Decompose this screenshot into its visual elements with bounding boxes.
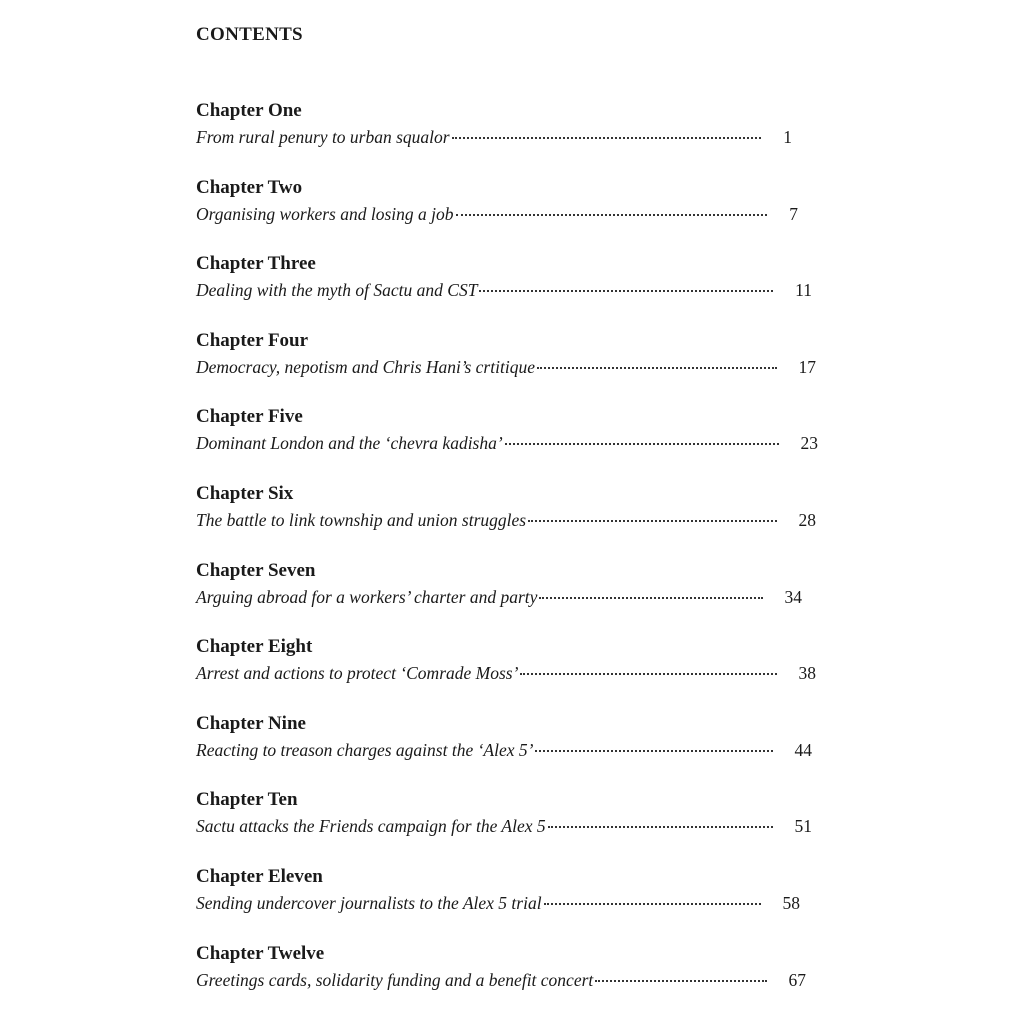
chapter-label: Chapter Two bbox=[196, 176, 303, 198]
toc-entry[interactable] bbox=[196, 864, 826, 941]
toc-entry[interactable] bbox=[196, 558, 826, 635]
toc-line bbox=[196, 737, 820, 763]
chapter-label: Chapter One bbox=[196, 100, 302, 121]
dot-leader bbox=[535, 749, 772, 752]
page-number: 28 bbox=[798, 509, 816, 530]
dot-leader bbox=[452, 136, 762, 139]
chapter-title: Organising workers and losing a job bbox=[196, 203, 454, 224]
dot-leader bbox=[528, 519, 776, 522]
toc-line bbox=[196, 890, 820, 916]
chapter-label: Chapter Seven bbox=[196, 559, 316, 581]
chapter-title: From rural penury to urban squalor bbox=[196, 127, 450, 147]
page-number: 38 bbox=[798, 663, 816, 684]
page-number: 34 bbox=[784, 586, 802, 607]
chapter-title: Reacting to treason charges against the ‘Alex 5’ bbox=[196, 739, 534, 760]
page-number: 23 bbox=[800, 433, 818, 454]
toc-entry[interactable] bbox=[196, 251, 826, 328]
dot-leader bbox=[595, 979, 766, 982]
toc-line bbox=[196, 201, 820, 227]
page-number: 58 bbox=[782, 892, 800, 913]
toc-line bbox=[196, 660, 820, 686]
page-number: 1 bbox=[783, 127, 792, 147]
chapter-title: Greetings cards, solidarity funding and a benefit concert bbox=[196, 969, 594, 990]
page-number: 17 bbox=[798, 356, 816, 377]
contents-heading: CONTENTS bbox=[196, 24, 303, 45]
toc-line bbox=[196, 430, 820, 456]
toc-line bbox=[196, 277, 820, 303]
chapter-label: Chapter Five bbox=[196, 406, 303, 428]
toc-line bbox=[196, 354, 820, 380]
toc-entry[interactable] bbox=[196, 98, 826, 175]
toc-line bbox=[196, 124, 820, 150]
toc-entry[interactable] bbox=[196, 175, 826, 252]
dot-leader bbox=[548, 825, 773, 828]
page-number: 44 bbox=[794, 739, 812, 760]
chapter-label: Chapter Three bbox=[196, 253, 316, 275]
toc-entry[interactable] bbox=[196, 711, 826, 788]
chapter-title: Dominant London and the ‘chevra kadisha’ bbox=[196, 433, 503, 454]
chapter-title: Sending undercover journalists to the Alex 5 trial bbox=[196, 892, 542, 913]
chapter-label: Chapter Ten bbox=[196, 789, 298, 811]
page-number: 67 bbox=[788, 969, 806, 990]
toc-line bbox=[196, 584, 820, 610]
chapter-label: Chapter Six bbox=[196, 482, 294, 504]
dot-leader bbox=[520, 672, 776, 675]
dot-leader bbox=[456, 213, 768, 216]
toc-entry[interactable] bbox=[196, 404, 826, 481]
table-of-contents bbox=[196, 98, 826, 1017]
chapter-title: Sactu attacks the Friends campaign for the Alex 5 bbox=[196, 816, 546, 837]
chapter-title: The battle to link township and union struggles bbox=[196, 509, 527, 530]
toc-line bbox=[196, 813, 820, 839]
toc-entry[interactable] bbox=[196, 941, 826, 1018]
page-number: 11 bbox=[795, 280, 812, 301]
chapter-label: Chapter Eleven bbox=[196, 865, 323, 887]
chapter-title: Arrest and actions to protect ‘Comrade Moss’ bbox=[196, 663, 519, 684]
chapter-title: Democracy, nepotism and Chris Hani’s crtitique bbox=[196, 356, 535, 377]
chapter-label: Chapter Four bbox=[196, 329, 309, 351]
toc-entry[interactable] bbox=[196, 787, 826, 864]
dot-leader bbox=[539, 596, 762, 599]
chapter-label: Chapter Eight bbox=[196, 636, 313, 658]
dot-leader bbox=[544, 902, 761, 905]
chapter-title: Arguing abroad for a workers’ charter and party bbox=[196, 586, 538, 607]
dot-leader bbox=[505, 442, 779, 445]
toc-line bbox=[196, 967, 820, 993]
page-number: 51 bbox=[794, 816, 812, 837]
toc-entry[interactable] bbox=[196, 634, 826, 711]
toc-line bbox=[196, 507, 820, 533]
chapter-label: Chapter Nine bbox=[196, 712, 306, 734]
toc-entry[interactable] bbox=[196, 481, 826, 558]
dot-leader bbox=[537, 366, 777, 369]
chapter-label: Chapter Twelve bbox=[196, 942, 325, 964]
page-number: 7 bbox=[789, 203, 798, 224]
toc-entry[interactable] bbox=[196, 328, 826, 405]
dot-leader bbox=[479, 289, 773, 292]
chapter-title: Dealing with the myth of Sactu and CST bbox=[196, 280, 478, 301]
